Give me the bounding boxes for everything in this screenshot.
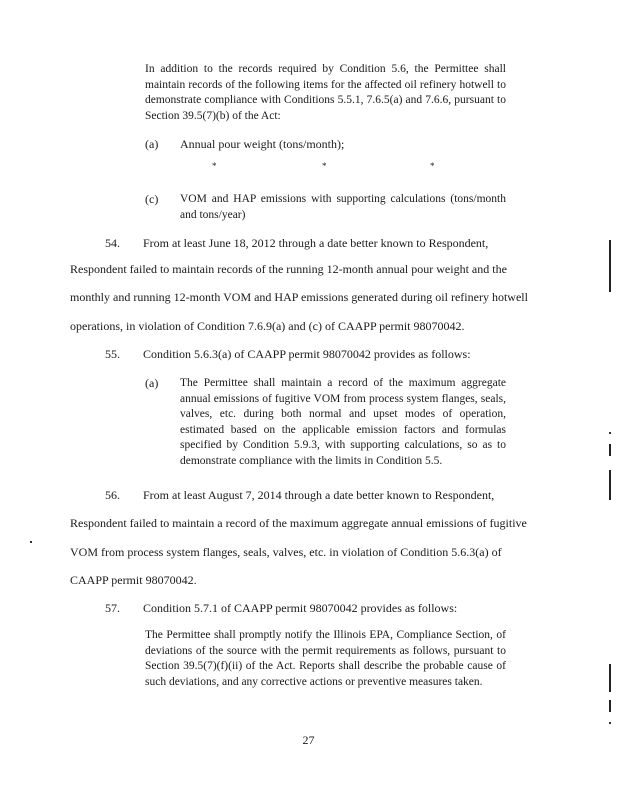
item-a-label: (a) [145, 137, 159, 151]
item-c-text: VOM and HAP emissions with supporting calculations (tons/month and tons/year) [180, 193, 506, 221]
margin-bar [609, 240, 611, 292]
para55-number: 55. [105, 347, 120, 361]
para54-line-1: From at least June 18, 2012 through a date better known to Respondent, [143, 236, 489, 250]
para56-number: 56. [105, 488, 120, 502]
quote55-text: The Permittee shall maintain a record of the maximum aggregate annual emissions of fugitive VOM from process system flanges, seals, valves, etc. during both normal and upset modes of operation, estimated based on the applicable emission factors and formulas specified by Condition 5.9.3, with supporting calculations, so as to demonstrate compliance with the limits in Condition 5.5. [180, 377, 506, 467]
para57-number: 57. [105, 601, 120, 615]
margin-dot [30, 541, 32, 543]
ellipsis-star-2: * [322, 161, 327, 171]
margin-dot [609, 432, 611, 434]
margin-bar [609, 444, 611, 456]
para54-line-3: monthly and running 12-month VOM and HAP emissions generated during oil refinery hotwell [70, 290, 528, 304]
quote57-text: The Permittee shall promptly notify the Illinois EPA, Compliance Section, of deviations of the source with the permit requirements as follows, pursuant to Section 39.5(7)(f)(ii) of the Act. Reports shall describe the probable cause of such deviations, and any corrective actions or preventive measures taken. [145, 629, 506, 688]
margin-bar [609, 470, 611, 500]
para56-line-4: CAAPP permit 98070042. [70, 573, 197, 587]
margin-dot [609, 722, 611, 724]
intro-block: In addition to the records required by Condition 5.6, the Permittee shall maintain records of the following items for the affected oil refinery hotwell to demonstrate compliance with Conditions 5.5.1, 7.6.5(a) and 7.6.6, pursuant to Section 39.5(7)(b) of the Act: [145, 63, 506, 122]
quote55-label: (a) [145, 376, 159, 390]
ellipsis-star-1: * [212, 161, 217, 171]
para54-number: 54. [105, 236, 120, 250]
page-number: 27 [302, 733, 315, 747]
para56-line-2: Respondent failed to maintain a record of the maximum aggregate annual emissions of fugitive [70, 516, 527, 530]
margin-bar [609, 664, 611, 692]
para56-line-3: VOM from process system flanges, seals, valves, etc. in violation of Condition 5.6.3(a) of [70, 545, 502, 559]
para54-line-4: operations, in violation of Condition 7.6.9(a) and (c) of CAAPP permit 98070042. [70, 319, 465, 333]
para57-text: Condition 5.7.1 of CAAPP permit 98070042 provides as follows: [143, 601, 458, 615]
item-c-label: (c) [145, 192, 159, 206]
margin-bar [609, 700, 611, 712]
item-a-text: Annual pour weight (tons/month); [180, 137, 345, 151]
ellipsis-star-3: * [430, 161, 435, 171]
para55-text: Condition 5.6.3(a) of CAAPP permit 98070042 provides as follows: [143, 347, 471, 361]
para56-line-1: From at least August 7, 2014 through a date better known to Respondent, [143, 488, 495, 502]
para54-line-2: Respondent failed to maintain records of the running 12-month annual pour weight and the [70, 262, 507, 276]
